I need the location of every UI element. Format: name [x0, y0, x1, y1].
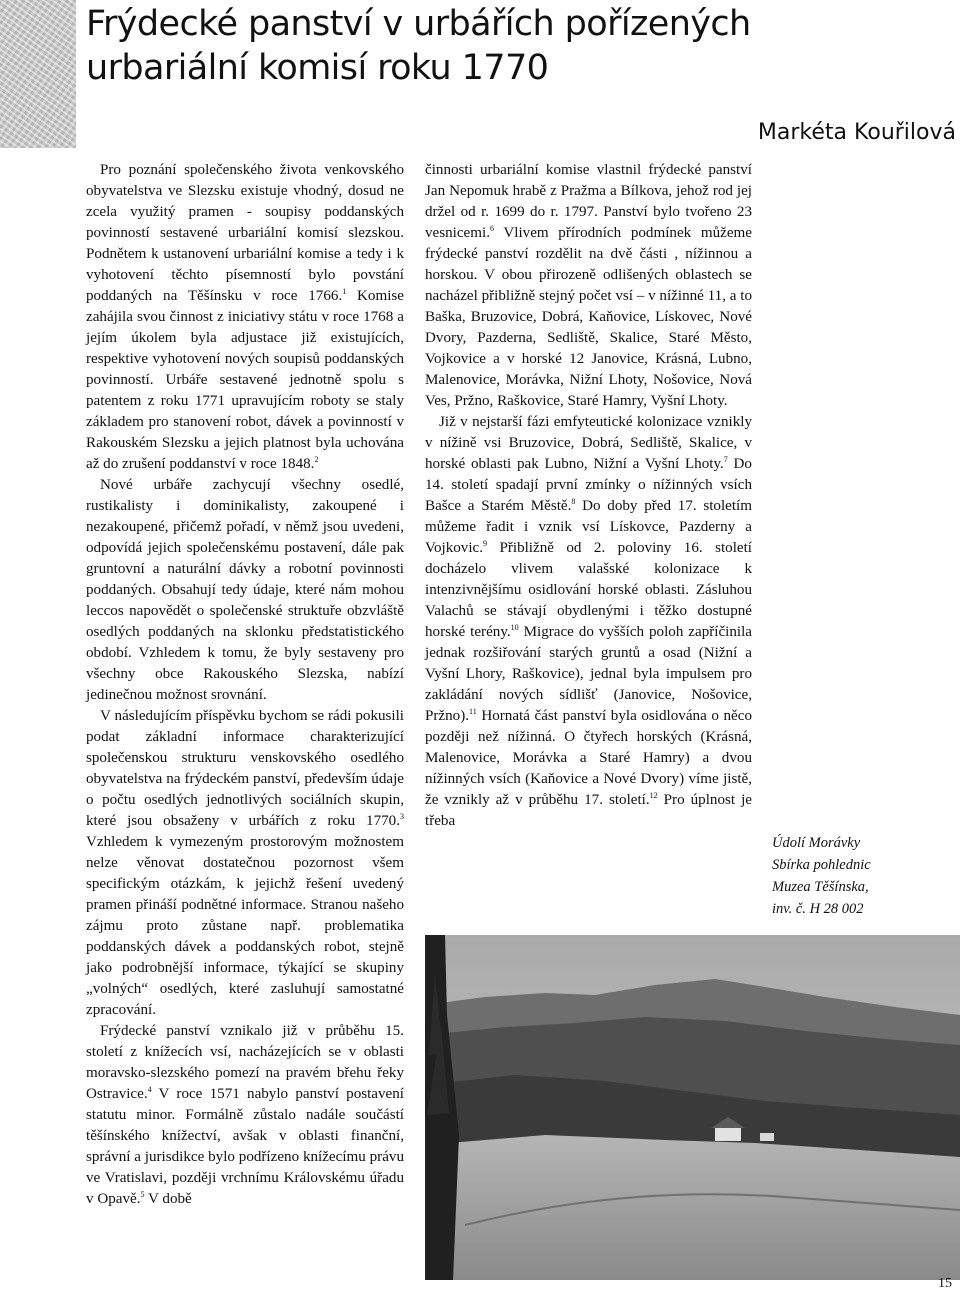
- footnote-ref: 8: [571, 496, 576, 506]
- text-run: Nové urbáře zachycují všechny osedlé, rustikalisty i dominikalisty, zakoupené i nezakoupené, přičemž pořadí, v němž jsou uvedeni, odpovídá jejich společenskému postavení, dále pak gruntovní a naturální dávky a robotní povinnosti poddaných. Obsahují tedy údaje, které nám mohou leccos napovědět o společenské struktuře obzvláště osedlých poddaných na sklonku předstatistického období. Vzhledem k tomu, že byly sestaveny pro všechny obce Rakouského Slezska, nabízí jedinečnou možnost srovnání.: [86, 477, 404, 703]
- title-line-2: urbariální komisí roku 1770: [86, 48, 549, 88]
- text-run: Hornatá část panství byla osidlována o něco později než nížinná. O čtyřech horských (Krásná, Malenovice, Morávka a Staré Hamry) a dvou nížinných vsích (Kaňovice a Nové Dvory) víme jistě, že vznikly až v průběhu 17. století.: [425, 708, 752, 808]
- text-run: Frýdecké panství vznikalo již v průběhu 15. století z knížecích vsí, nacházejících se v oblasti moravsko-slezského pomezí na pravém břehu řeky Ostravice.: [86, 1023, 404, 1102]
- text-column-right: [425, 160, 752, 832]
- paragraph: [86, 1021, 404, 1210]
- footnote-ref: 10: [510, 622, 519, 632]
- article-title: [86, 2, 946, 90]
- decorative-texture: [0, 0, 76, 148]
- text-run: Přibližně od 2. poloviny 16. století docházelo vlivem valašské kolonizace k intenzivnějšímu osidlování horské oblasti. Zásluhou Valachů se stávají obydlenými i těžko dostupné horské terény.: [425, 540, 752, 640]
- text-run: V následujícím příspěvku bychom se rádi pokusili podat základní informace charakterizující společenskou strukturu venskovského osedlého obyvatelstva na frýdeckém panství, především údaje o počtu osedlých jednotlivých sociálních skupin, které jsou obsaženy v urbářích z roku 1770.: [86, 708, 404, 829]
- footnote-ref: 1: [342, 286, 347, 296]
- footnote-ref: 5: [140, 1189, 145, 1199]
- paragraph: [86, 160, 404, 475]
- footnote-ref: 4: [147, 1084, 152, 1094]
- footnote-ref: 7: [723, 454, 728, 464]
- landscape-photo: [425, 935, 960, 1280]
- text-run: Pro poznání společenského života venkovského obyvatelstva ve Slezsku existuje vhodný, dosud ne zcela využitý pramen - soupisy poddanských povinností sestavené urbariální komisí slezskou. Podnětem k ustanovení urbariální komise a tedy i k vyhotovení těchto písemností bylo povstání poddaných na Těšínsku v roce 1766.: [86, 162, 404, 304]
- landscape-image: [425, 935, 960, 1280]
- footnote-ref: 6: [489, 223, 494, 233]
- caption-line: Muzea Těšínska,: [772, 879, 869, 895]
- paragraph: [86, 475, 404, 706]
- photo-caption: [772, 832, 947, 920]
- text-run: Již v nejstarší fázi emfyteutické kolonizace vznikly v nížině vsi Bruzovice, Dobrá, Sedliště, Skalice, v horské oblasti pak Lubno, Nižní a Vyšní Lhoty.: [425, 414, 752, 472]
- page-number: 15: [938, 1276, 952, 1291]
- footnote-ref: 3: [400, 811, 404, 821]
- caption-line: Údolí Morávky: [772, 835, 861, 851]
- text-run: V roce 1571 nabylo panství postavení statutu minor. Formálně zůstalo nadále součástí těšínského knížectví, avšak v oblasti finanční, správní a jurisdikce bylo podřízeno knížecímu právu ve Vratislavi, později vrchnímu Královskému úřadu v Opavě.: [86, 1086, 404, 1207]
- title-line-1: Frýdecké panství v urbářích pořízených: [86, 4, 751, 44]
- caption-line: Sbírka pohlednic: [772, 857, 871, 873]
- caption-line: inv. č. H 28 002: [772, 901, 864, 917]
- paragraph: [425, 412, 752, 832]
- footnote-ref: 9: [483, 538, 488, 548]
- text-run: V době: [144, 1191, 192, 1207]
- text-run: Do doby před 17. stoletím můžeme řadit i vznik vsí Lískovce, Pazderny a Vojkovic.: [425, 498, 752, 556]
- text-column-left: [86, 160, 404, 1210]
- footnote-ref: 12: [649, 790, 658, 800]
- paragraph: [425, 160, 752, 412]
- text-run: Pro úplnost je třeba: [425, 792, 752, 829]
- text-run: Do 14. století spadají první zmínky o nížinných vsích Bašce a Starém Městě.: [425, 456, 752, 514]
- text-run: Komise zahájila svou činnost z iniciativy státu v roce 1768 a jejím úkolem byla adjustace již existujících, respektive vyhotovení nových soupisů poddanských povinností. Urbáře sestavené jednotně spolu s patentem z roku 1771 upravujícím roboty se staly základem pro stanovení robot, dávek a povinností v Rakouském Slezsku a jejich platnost byla uchována až do zrušení poddanství v roce 1848.: [86, 288, 404, 472]
- footnote-ref: 2: [314, 454, 319, 464]
- text-run: Migrace do vyšších poloh zapříčinila jednak rozšiřování starých gruntů a osad (Nižní a Vyšní Lhory, Raškovice), jednal byla impulsem pro zakládání nových sídlišť (Janovice, Nošovice, Pržno).: [425, 624, 752, 724]
- author-name: Markéta Kouřilová: [757, 120, 956, 145]
- footnote-ref: 11: [469, 706, 477, 716]
- text-run: Vzhledem k vymezeným prostorovým možnostem nelze věnovat dostatečnou pozornost všem specifickým otázkám, k jejichž řešení uvedený pramen přináší podnětné informace. Stranou našeho zájmu proto zůstane např. problematika poddanských dávek a poddanských robot, stejně jako podrobnější informace, týkající se skupiny „volných“ osedlých, které zasluhují samostatné zpracování.: [86, 834, 404, 1018]
- paragraph: [86, 706, 404, 1021]
- text-run: Vlivem přírodních podmínek můžeme frýdecké panství rozdělit na dvě části , nížinnou a horskou. V obou přirozeně odlišených oblastech se nacházel přibližně stejný počet vsí – v nížinné 11, a to Baška, Bruzovice, Dobrá, Kaňovice, Lískovec, Nové Dvory, Pazderna, Sedliště, Skalice, Staré Město, Vojkovice a v horské 12 Janovice, Krásná, Lubno, Malenovice, Morávka, Nižní Lhoty, Nošovice, Nová Ves, Pržno, Raškovice, Staré Hamry, Vyšní Lhoty.: [425, 225, 752, 409]
- text-run: činnosti urbariální komise vlastnil frýdecké panství Jan Nepomuk hrabě z Pražma a Bílkova, jehož rod jej držel od r. 1699 do r. 1797. Panství bylo tvořeno 23 vesnicemi.: [425, 162, 752, 241]
